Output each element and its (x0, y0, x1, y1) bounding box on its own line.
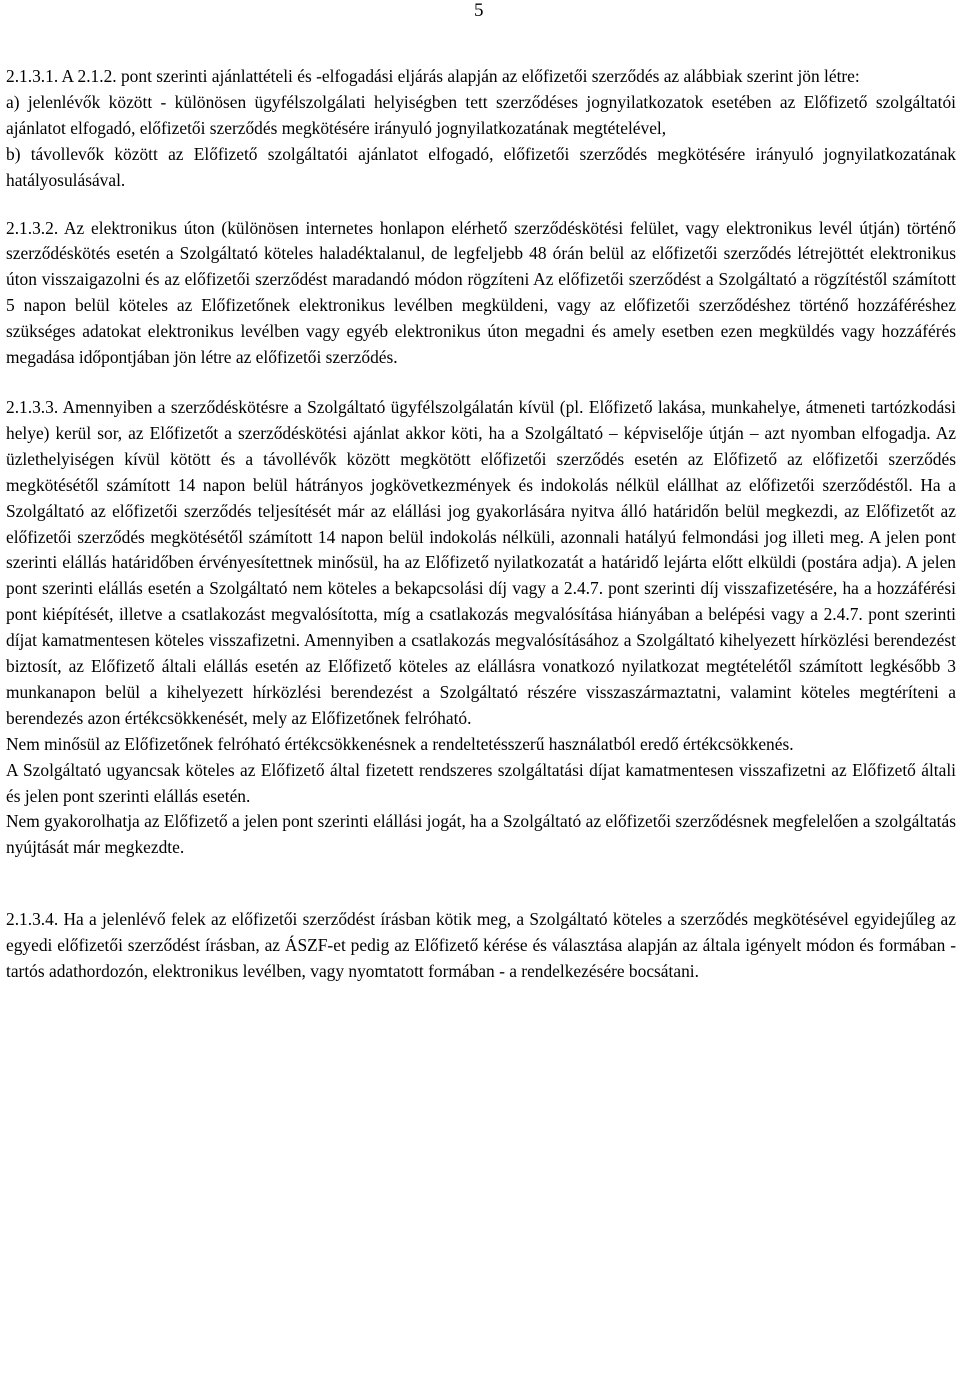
page-number: 5 (474, 0, 484, 21)
section-2-1-3-3 (6, 395, 956, 861)
paragraph: A Szolgáltató ugyancsak köteles az Előfizető által fizetett rendszeres szolgáltatási díjat kamatmentesen visszafizetni az Előfizető általi és jelen pont szerinti elállás esetén. (6, 759, 956, 806)
section-2-1-3-4 (6, 907, 956, 985)
paragraph: Nem minősül az Előfizetőnek felróható értékcsökkenésnek a rendeltetésszerű használatból eredő értékcsökkenés. (6, 733, 794, 754)
paragraph: Nem gyakorolhatja az Előfizető a jelen pont szerinti elállási jogát, ha a Szolgáltató az előfizetői szerződésnek megfelelően a szolgáltatás nyújtását már megkezdte. (6, 811, 956, 858)
document-body (6, 64, 956, 985)
paragraph: 2.1.3.3. Amennyiben a szerződéskötésre a Szolgáltató ügyfélszolgálatán kívül (pl. Előfizető lakása, munkahelye, átmeneti tartózkodási helye) kerül sor, az Előfizetőt a szerződéskötési ajánlat akkor köti, ha a Szolgáltató – képviselője útján – azt nyomban elfogadja. Az üzlethelyiségen kívül kötött és a távollévők között megkötött előfizetői szerződés esetén az Előfizető az előfizetői szerződés megkötésétől számított 14 napon belül hátrányos jogkövetkezmények és indokolás nélkül elállhat az előfizetői szerződéstől. Ha a Szolgáltató az előfizetői szerződés teljesítését már az elállási jog gyakorlására nyitva álló határidőn belül megkezdi, az Előfizetőt az előfizetői szerződés megkötésétől számított 14 napon belül indokolás nélküli, azonnali hatályú felmondási jog illeti meg. A jelen pont szerinti elállás határidőben érvényesítettnek minősül, ha az Előfizető nyilatkozatát a határidő lejárta előtt elküldi (postára adja). A jelen pont szerinti elállás esetén a Szolgáltató nem köteles a bekapcsolási díj vagy a 2.4.7. pont szerinti díj visszafizetésére, ha a hozzáférési pont kiépítését, illetve a csatlakozást megvalósította, míg a csatlakozás megvalósítása hiányában a belépési vagy a 2.4.7. pont szerinti díjat kamatmentesen köteles visszafizetni. Amennyiben a csatlakozás megvalósításához a Szolgáltató kihelyezett hírközlési berendezést biztosít, az Előfizető általi elállás esetén az Előfizető köteles az elállásra vonatkozó nyilatkozat megtételétől számított legkésőbb 3 munkanapon belül a kihelyezett hírközlési berendezést a Szolgáltató részére visszaszármaztatni, valamint köteles megtéríteni a berendezés azon értékcsökkenését, mely az Előfizetőnek felróható. (6, 396, 956, 728)
paragraph: b) távollevők között az Előfizető szolgáltatói ajánlatot elfogadó, előfizetői szerződés megkötésére irányuló jognyilatkozatának hatályosulásával. (6, 143, 956, 190)
paragraph: 2.1.3.1. A 2.1.2. pont szerinti ajánlattételi és -elfogadási eljárás alapján az előfizetői szerződés az alábbiak szerint jön létre: (6, 66, 860, 86)
paragraph: 2.1.3.4. Ha a jelenlévő felek az előfizetői szerződést írásban kötik meg, a Szolgáltató köteles a szerződés megkötésével egyidejűleg az egyedi előfizetői szerződést írásban, az ÁSZF-et pedig az Előfizető kérése és választása alapján az általa igényelt módon és formában - tartós adathordozón, elektronikus levélben, vagy nyomtatott formában - a rendelkezésére bocsátani. (6, 909, 956, 982)
paragraph: 2.1.3.2. Az elektronikus úton (különösen internetes honlapon elérhető szerződéskötési felület, vagy elektronikus levél útján) történő szerződéskötés esetén a Szolgáltató köteles haladéktalanul, de legfeljebb 48 órán belül az előfizetői szerződés létrejöttét elektronikus úton visszaigazolni és az előfizetői szerződést maradandó módon rögzíteni Az előfizetői szerződést a Szolgáltató a rögzítéstől számított 5 napon belül köteles az Előfizetőnek elektronikus levélben megküldeni, vagy az előfizetői szerződéshez történő hozzáféréshez szükséges adatokat elektronikus levélben vagy egyéb elektronikus úton megadni és amely esetben ezen megküldés vagy hozzáférés megadása időpontjában jön létre az előfizetői szerződés. (6, 217, 956, 368)
paragraph: a) jelenlévők között - különösen ügyfélszolgálati helyiségben tett szerződéses jognyilatkozatok esetében az Előfizető szolgáltatói ajánlatot elfogadó, előfizetői szerződés megkötésére irányuló jognyilatkozatának megtételével, (6, 91, 956, 138)
section-2-1-3-2 (6, 216, 956, 371)
section-2-1-3-1 (6, 64, 956, 194)
